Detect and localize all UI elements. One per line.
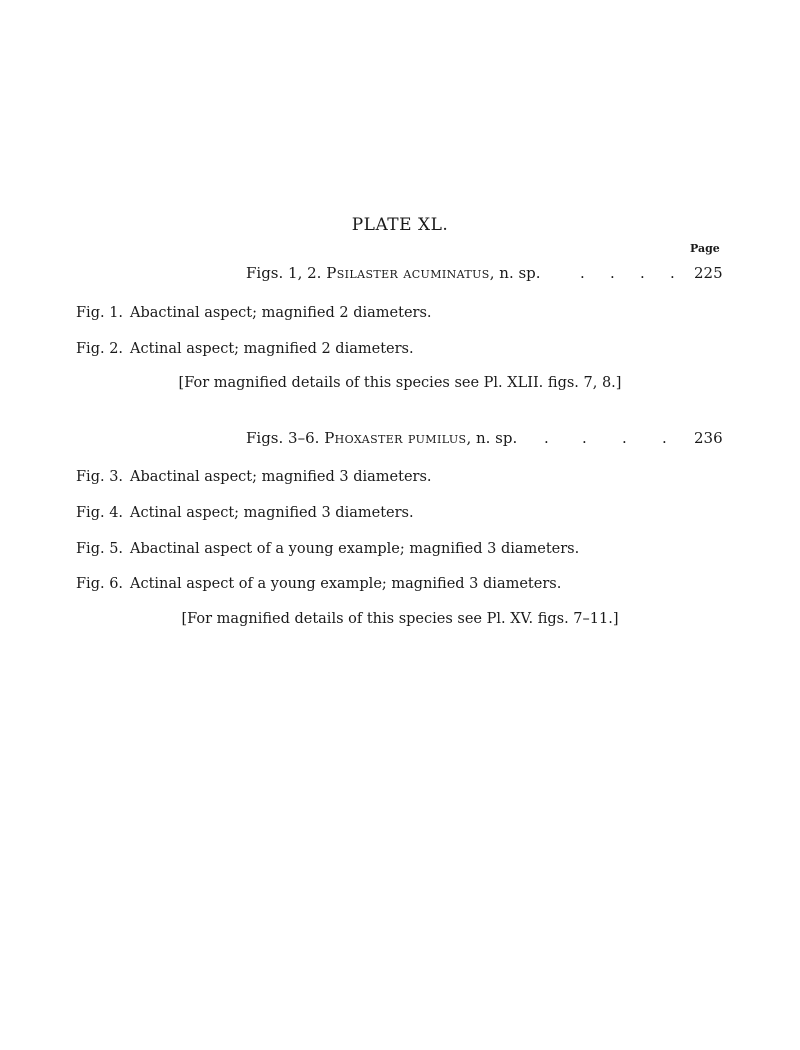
page-number: 225	[694, 264, 723, 282]
figure-caption	[76, 469, 432, 485]
figure-number: Fig. 2.	[76, 341, 124, 357]
species-name: Psilaster acuminatus	[326, 264, 490, 282]
figure-description: Actinal aspect; magnified 2 diameters.	[130, 341, 414, 357]
details-note: [For magnified details of this species see Pl. XLII. figs. 7, 8.]	[178, 375, 622, 391]
species-note: , n. sp.	[466, 429, 518, 447]
details-note: [For magnified details of this species see Pl. XV. figs. 7–11.]	[181, 611, 619, 627]
figure-caption	[76, 341, 414, 357]
figure-description: Abactinal aspect; magnified 2 diameters.	[130, 305, 432, 321]
figure-group-heading: Figs. 1, 2. Psilaster acuminatus, n. sp. . . . . 225	[246, 264, 723, 282]
species-name: Phoxaster pumilus	[324, 429, 467, 447]
plate-title: PLATE XL.	[351, 215, 449, 235]
figure-caption	[76, 576, 561, 592]
page-number: 236	[694, 429, 723, 447]
group-heading-text	[246, 429, 517, 447]
figure-caption	[76, 305, 432, 321]
figure-description: Abactinal aspect; magnified 3 diameters.	[130, 469, 432, 485]
species-note: , n. sp.	[489, 264, 541, 282]
figure-range: Figs. 1, 2.	[246, 264, 322, 282]
group-heading-text	[246, 264, 541, 282]
figure-range: Figs. 3–6.	[246, 429, 320, 447]
figure-number: Fig. 1.	[76, 305, 124, 321]
page-column-label: Page	[690, 242, 720, 255]
figure-description: Actinal aspect; magnified 3 diameters.	[130, 505, 414, 521]
figure-description: Actinal aspect of a young example; magnified 3 diameters.	[130, 576, 562, 592]
figure-caption	[76, 541, 579, 557]
figure-caption	[76, 505, 414, 521]
figure-number: Fig. 4.	[76, 505, 124, 521]
figure-number: Fig. 5.	[76, 541, 124, 557]
figure-description: Abactinal aspect of a young example; magnified 3 diameters.	[130, 541, 580, 557]
figure-group-heading: Figs. 3–6. Phoxaster pumilus, n. sp. . . . . 236	[246, 429, 723, 447]
figure-number: Fig. 3.	[76, 469, 124, 485]
figure-number: Fig. 6.	[76, 576, 124, 592]
